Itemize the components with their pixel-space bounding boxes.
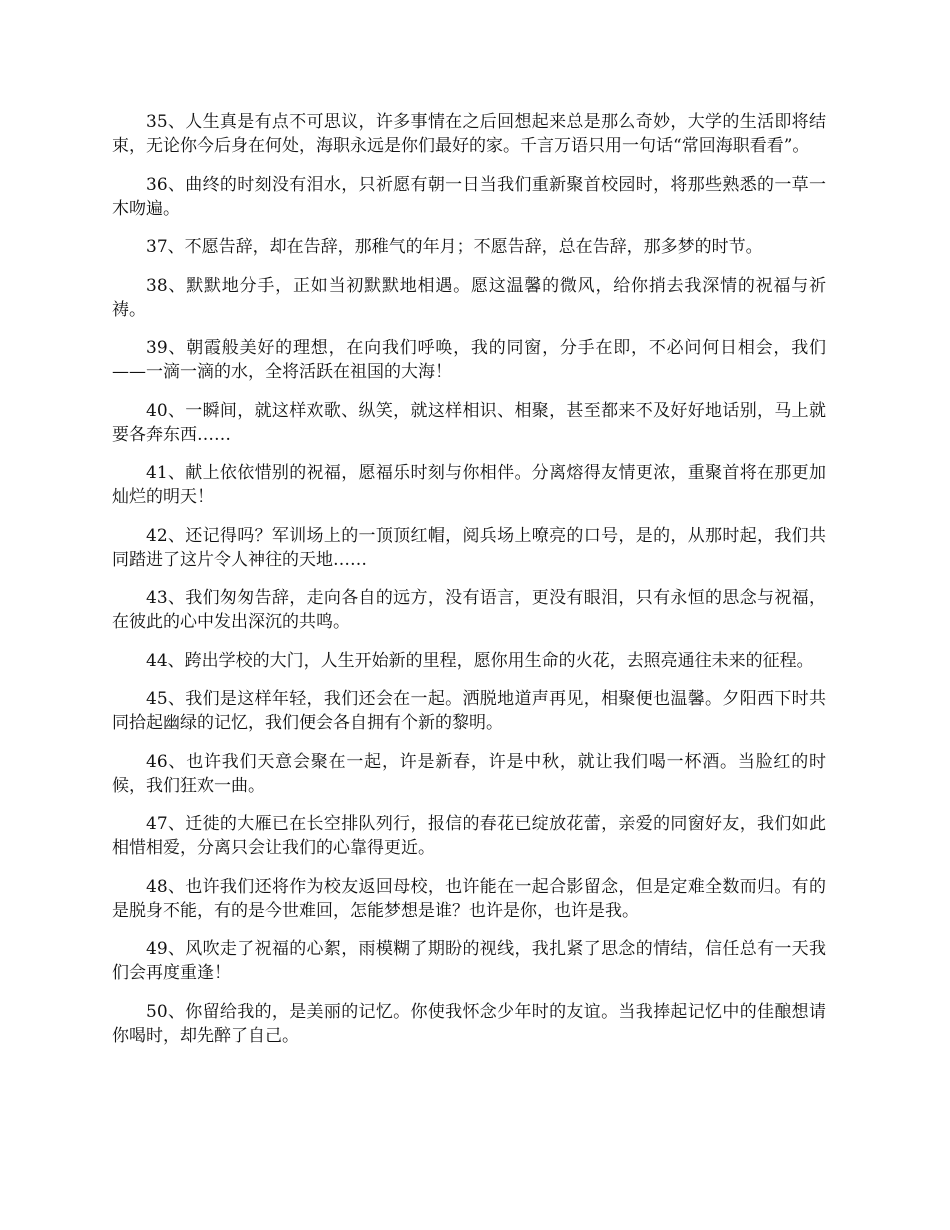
paragraph-37: 37、不愿告辞，却在告辞，那稚气的年月；不愿告辞，总在告辞，那多梦的时节。: [146, 237, 763, 257]
paragraph-48: 48、也许我们还将作为校友返回母校，也许能在一起合影留念，但是定难全数而归。有的是脱身不能，有的是今世难回，怎能梦想是谁？也许是你，也许是我。: [112, 876, 826, 921]
paragraph-38: 38、默默地分手，正如当初默默地相遇。愿这温馨的微风，给你捎去我深情的祝福与祈祷。: [112, 275, 826, 320]
paragraph-35: 35、人生真是有点不可思议，许多事情在之后回想起来总是那么奇妙，大学的生活即将结束，无论你今后身在何处，海职永远是你们最好的家。千言万语只用一句话“常回海职看看”。: [112, 112, 826, 156]
paragraph-49: 49、风吹走了祝福的心絮，雨模糊了期盼的视线，我扎紧了思念的情结，信任总有一天我们会再度重逢！: [112, 939, 826, 983]
paragraph-50: 50、你留给我的，是美丽的记忆。你使我怀念少年时的友谊。当我捧起记忆中的佳酿想请你喝时，却先醉了自己。: [112, 1001, 826, 1046]
paragraph-47: 47、迁徙的大雁已在长空排队列行，报信的春花已绽放花蕾，亲爱的同窗好友，我们如此相惜相爱，分离只会让我们的心靠得更近。: [112, 814, 826, 858]
paragraph-44: 44、跨出学校的大门，人生开始新的里程，愿你用生命的火花，去照亮通往未来的征程。: [146, 650, 814, 671]
paragraph-45: 45、我们是这样年轻，我们还会在一起。洒脱地道声再见，相聚便也温馨。夕阳西下时共同拾起幽绿的记忆，我们便会各自拥有个新的黎明。: [112, 689, 826, 733]
paragraph-40: 40、一瞬间，就这样欢歌、纵笑，就这样相识、相聚，甚至都来不及好好地话别，马上就要各奔东西……: [112, 400, 826, 445]
paragraph-41: 41、献上依依惜别的祝福，愿福乐时刻与你相伴。分离熔得友情更浓，重聚首将在那更加灿烂的明天！: [112, 463, 826, 507]
paragraph-39: 39、朝霞般美好的理想，在向我们呼唤，我的同窗，分手在即，不必问何日相会，我们——一滴一滴的水，全将活跃在祖国的大海！: [112, 338, 826, 382]
document-body: [112, 110, 826, 1062]
paragraph-46: 46、也许我们天意会聚在一起，许是新春，许是中秋，就让我们喝一杯酒。当脸红的时候，我们狂欢一曲。: [112, 751, 826, 796]
paragraph-43: 43、我们匆匆告辞，走向各自的远方，没有语言，更没有眼泪，只有永恒的思念与祝福，在彼此的心中发出深沉的共鸣。: [112, 588, 826, 632]
paragraph-42: 42、还记得吗？军训场上的一顶顶红帽，阅兵场上嘹亮的口号，是的，从那时起，我们共同踏进了这片令人神往的天地……: [112, 525, 826, 570]
paragraph-36: 36、曲终的时刻没有泪水，只祈愿有朝一日当我们重新聚首校园时，将那些熟悉的一草一木吻遍。: [112, 174, 826, 219]
